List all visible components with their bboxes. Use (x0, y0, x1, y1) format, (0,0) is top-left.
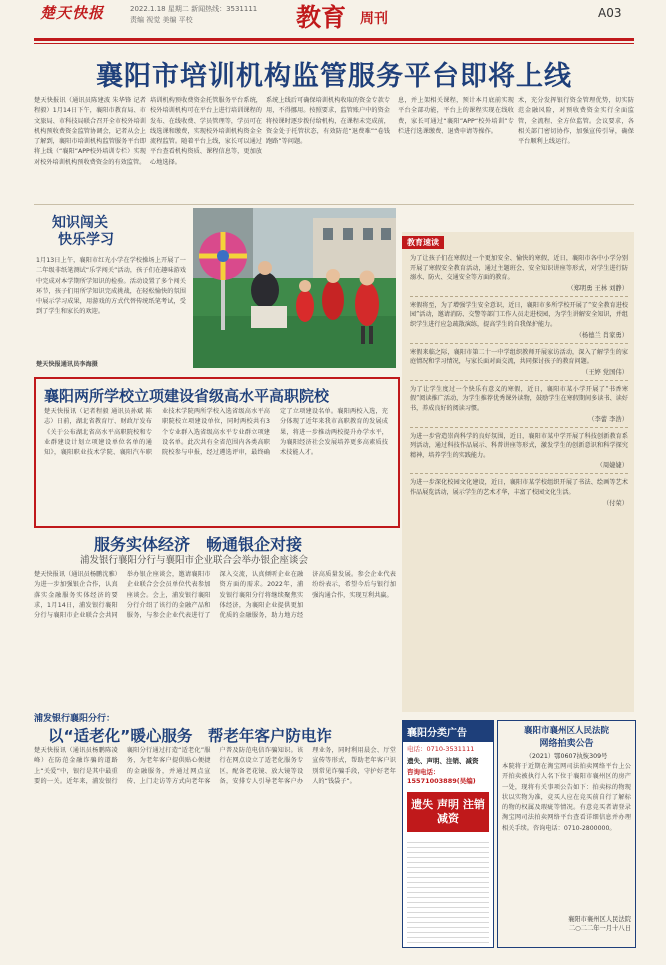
activity-photo-illustration (193, 208, 396, 368)
court-signature: 襄阳市襄州区人民法院 (568, 916, 631, 923)
main-headline: 襄阳市培训机构监管服务平台即将上线 (96, 61, 572, 92)
activity-photo (193, 208, 396, 368)
knowledge-title-line1: 知识闯关 (52, 215, 108, 231)
masthead-date: 2022.1.18 星期二 新闻热线：3531111 (130, 5, 258, 13)
court-auction-notice (497, 720, 636, 948)
lead-column-2: 培训机构预收费资金托管服务平台系统，校外培训机构可在平台上进行培训课程的发布、在线收费、学员管理等，学员可在线选课和缴费，实现校外培训机构资金全流程监管。随着平台上线，家长可以通过平台查看机构资质、课程信息等，更加放心地选择。 (150, 97, 262, 166)
classified-ad (402, 720, 494, 948)
classified-ad-phone (403, 742, 493, 755)
sidebar-divider (410, 343, 628, 344)
court-name: 襄阳市襄州区人民法院 (523, 726, 609, 736)
vocational-title: 襄阳两所学校立项建设省级高水平高职院校 (44, 387, 330, 405)
sidebar-item-6: 为进一步深化校园文化建设，近日，襄阳市某学校组织开展了书法、绘画等艺术作品展览活动，展示学生的艺术才华，丰富了校园文化生活。 (410, 479, 628, 496)
masthead-editors: 责编 视觉 美编 平校 (130, 16, 193, 24)
sidebar-sign-3: （王婷 党国伟） (581, 368, 628, 376)
section-subtitle: 周刊 (360, 11, 388, 27)
sidebar-divider (410, 380, 628, 381)
classified-ad-banner: 遗失 声明 注销 减资 (407, 792, 489, 832)
knowledge-text: 1月13日上午，襄阳市红光小学在学校操场上开展了一二年级非纸笔测试“乐学闯关”活动，孩子们在趣味游戏中完成对本学期所学知识的检验。活动设置了多个闯关环节，孩子们用所学知识完成挑战，在轻松愉快的氛围中展示学习成果，用游戏的方式代替传统纸笔考试，受到了学生和家长的欢迎。 (36, 257, 186, 316)
classified-ad-contact: 咨询电话：15571003889(吴编) (407, 768, 476, 785)
classified-ad-listings (407, 838, 489, 948)
lead-column-4: 息，并上架相关课程，预计本月底前实现平台全部功能，平台上的课程实现在线收费，家长可通过“襄阳”APP“校外培训”专栏进行选课缴费、退费申请等操作。 (398, 97, 514, 135)
page-number: A03 (598, 6, 622, 20)
elderly-label: 浦发银行襄阳分行： (34, 714, 116, 724)
lead-column-3: 系统上线后可确保培训机构收取的资金专款专用，不得挪用。按照要求，监管账户中的资金将按课时逐步拨付给机构，在课程未完成前，资金处于托管状态，有效防范“退费难”“卷钱跑路”等问题。 (266, 97, 390, 146)
elderly-text: 楚天快报讯（通讯员杨鹏陈凌峰）在防范金融诈骗的道路上“关爱”中，银行是其中最重要的一关。近年来，浦发银行襄阳分行通过打造“适老化”服务，为老年客户提供贴心便捷的金融服务，并通过网点宣传、上门走访等方式向老年客户普及防范电信诈骗知识。该行在网点设立了适老化服务专区，配备老花镜、放大镜等设备，安排专人引导老年客户办理业务，同时利用晨会、厅堂宣传等形式，帮助老年客户识别常见诈骗手段，守护好老年人的“钱袋子”。 (34, 747, 396, 785)
masthead-logo: 楚天快报 (40, 4, 105, 22)
masthead-meta (130, 4, 280, 26)
sidebar-item-5: 为进一步营造崇尚科学的良好氛围，近日，襄阳市某中学开展了科技创新教育系列活动，通过科技作品展示、科普讲座等形式，激发学生的创新意识和科学探究精神，培养学生的实践能力。 (410, 432, 628, 459)
knowledge-title-line2: 快乐学习 (58, 232, 114, 248)
sidebar-item-4: 为了让学生度过一个快乐有意义的寒假，近日，襄阳市某小学开展了“书香寒假”阅读推广活动，为学生推荐优秀课外读物，鼓励学生在寒假期间多读书、读好书，养成良好的阅读习惯。 (410, 385, 628, 412)
lead-column-5: 术，充分发挥银行资金管理优势，切实防范金融风险，对预收费资金实行全面监管，全流程、全方位监管。会议要求，各相关部门密切协作，加强宣传引导，确保平台顺利上线运行。 (518, 97, 634, 146)
sidebar-sign-2: （杨德兰 肖家勇） (575, 331, 628, 339)
court-notice-date: 二○二二年一月十八日 (568, 925, 631, 932)
classified-ad-notice: 遗失、声明、注销、减资 (407, 757, 479, 765)
court-notice-title: 网络拍卖公告 (539, 739, 594, 749)
classified-ad-phone-number: 0710-3531111 (426, 745, 475, 753)
elderly-title: 以“适老化”暖心服务 帮老年客户防电诈 (48, 727, 332, 745)
knowledge-credit: 楚天快报通讯员李海摄 (36, 361, 98, 368)
court-notice-body: 本院将于近期在淘宝网司法拍卖网络平台上公开拍卖被执行人名下位于襄阳市襄州区的房产一处，现将有关事项公告如下：拍卖标的物现状以实物为准，竞买人应在竞买前自行了解标的物的权属及瑕疵等情况。有意竞买者请登录淘宝网司法拍卖网络平台查看详细信息并办理相关手续。咨询电话：0710-2800000。 (502, 763, 631, 832)
finance-subtitle: 浦发银行襄阳分行与襄阳市企业联合会举办银企座谈会 (80, 555, 309, 566)
section-divider (34, 204, 634, 205)
masthead-rule-thin (34, 43, 634, 44)
lead-column-1: 楚天快报讯（通讯员陈建波 朱华锋 记者程毅）1月14日下午，襄阳市教育局、市文旅局、市科技局联合召开全市校外培训机构预收费资金监管协调会，记者从会上了解到，襄阳市培训机构监管服务平台即将上线（“襄阳”APP校外培训专栏）实现对校外培训机构预收费资金的有效监管。 (34, 97, 146, 166)
sidebar-tag: 教育速读 (402, 236, 444, 249)
court-case-number: （2021）鄂0607执恢309号 (525, 753, 608, 760)
sidebar-item-1: 为了让孩子们在寒假过一个更加安全、愉快的寒假，近日，襄阳市各中小学分别开展了寒假安全教育活动，通过主题班会、安全知识讲座等形式，对学生进行防溺水、防火、交通安全等方面的教育。 (410, 255, 628, 282)
sidebar-sign-1: （郑明勇 王林 刘静） (567, 284, 628, 292)
sidebar-sign-6: （付荣） (602, 499, 628, 507)
finance-title: 服务实体经济 畅通银企对接 (94, 535, 303, 554)
sidebar-sign-5: （周婕婕） (596, 462, 628, 470)
classified-ad-title: 襄阳分类广告 (403, 721, 493, 742)
sidebar-sign-4: （李蕾 李浩） (588, 415, 628, 423)
sidebar-item-3: 寒假来临之际，襄阳市第二十一中学组织教师开展家访活动，深入了解学生的家庭情况和学习情况，与家长面对面交流，共同探讨孩子的教育问题。 (410, 348, 628, 366)
sidebar-divider (410, 427, 628, 428)
sidebar-item-2: 寒假将至，为了增强学生安全意识，近日，襄阳市多所学校开展了“安全教育进校园”活动，邀请消防、交警等部门工作人员走进校园，为学生讲解安全知识，并组织学生进行应急疏散演练，提高学生的自我保护能力。 (410, 301, 628, 328)
sidebar-divider (410, 473, 628, 474)
section-title: 教育 (296, 3, 347, 32)
sidebar-divider (410, 296, 628, 297)
sidebar-content (410, 254, 628, 706)
knowledge-title (52, 215, 114, 249)
masthead-rule (34, 38, 634, 41)
finance-text: 楚天快报讯（通讯员杨鹏沈雅）为进一步加强银企合作，认真落实金融服务实体经济的要求，1月14日，浦发银行襄阳分行与襄阳市企业联合会共同举办银企座谈会，邀请襄阳市企业联合会会员单位代表参加座谈会。会上，浦发银行襄阳分行介绍了该行的金融产品和服务，与参会企业代表进行了深入交流，认真倾听企业在融资方面的需求。2022年，浦发银行襄阳分行将继续聚焦实体经济，为襄阳企业提供更加优质的金融服务，助力地方经济高质量发展。参会企业代表纷纷表示，希望今后与银行加强沟通合作，实现互利共赢。 (34, 571, 396, 620)
vocational-text: 楚天快报讯（记者程毅 通讯员孙斌 陈志）日前，湖北省教育厅、财政厅发布《关于公布湖北省高水平高职院校和专业群建设计划立项建设单位名单的通知》，襄阳职业技术学院、襄阳汽车职业技术学院两所学校入选省级高水平高职院校立项建设单位，同时两校共有3个专业群入选省级高水平专业群立项建设名单。此次共有全省范围内各类高职院校参与申报，经过遴选评审，最终确定了立项建设名单。襄阳两校入选，充分体现了近年来我市高职教育的发展成果，将进一步推动两校提升办学水平，为襄阳经济社会发展培养更多高素质技术技能人才。 (44, 408, 388, 457)
classified-ad-phone-label: 电话： (407, 745, 427, 753)
